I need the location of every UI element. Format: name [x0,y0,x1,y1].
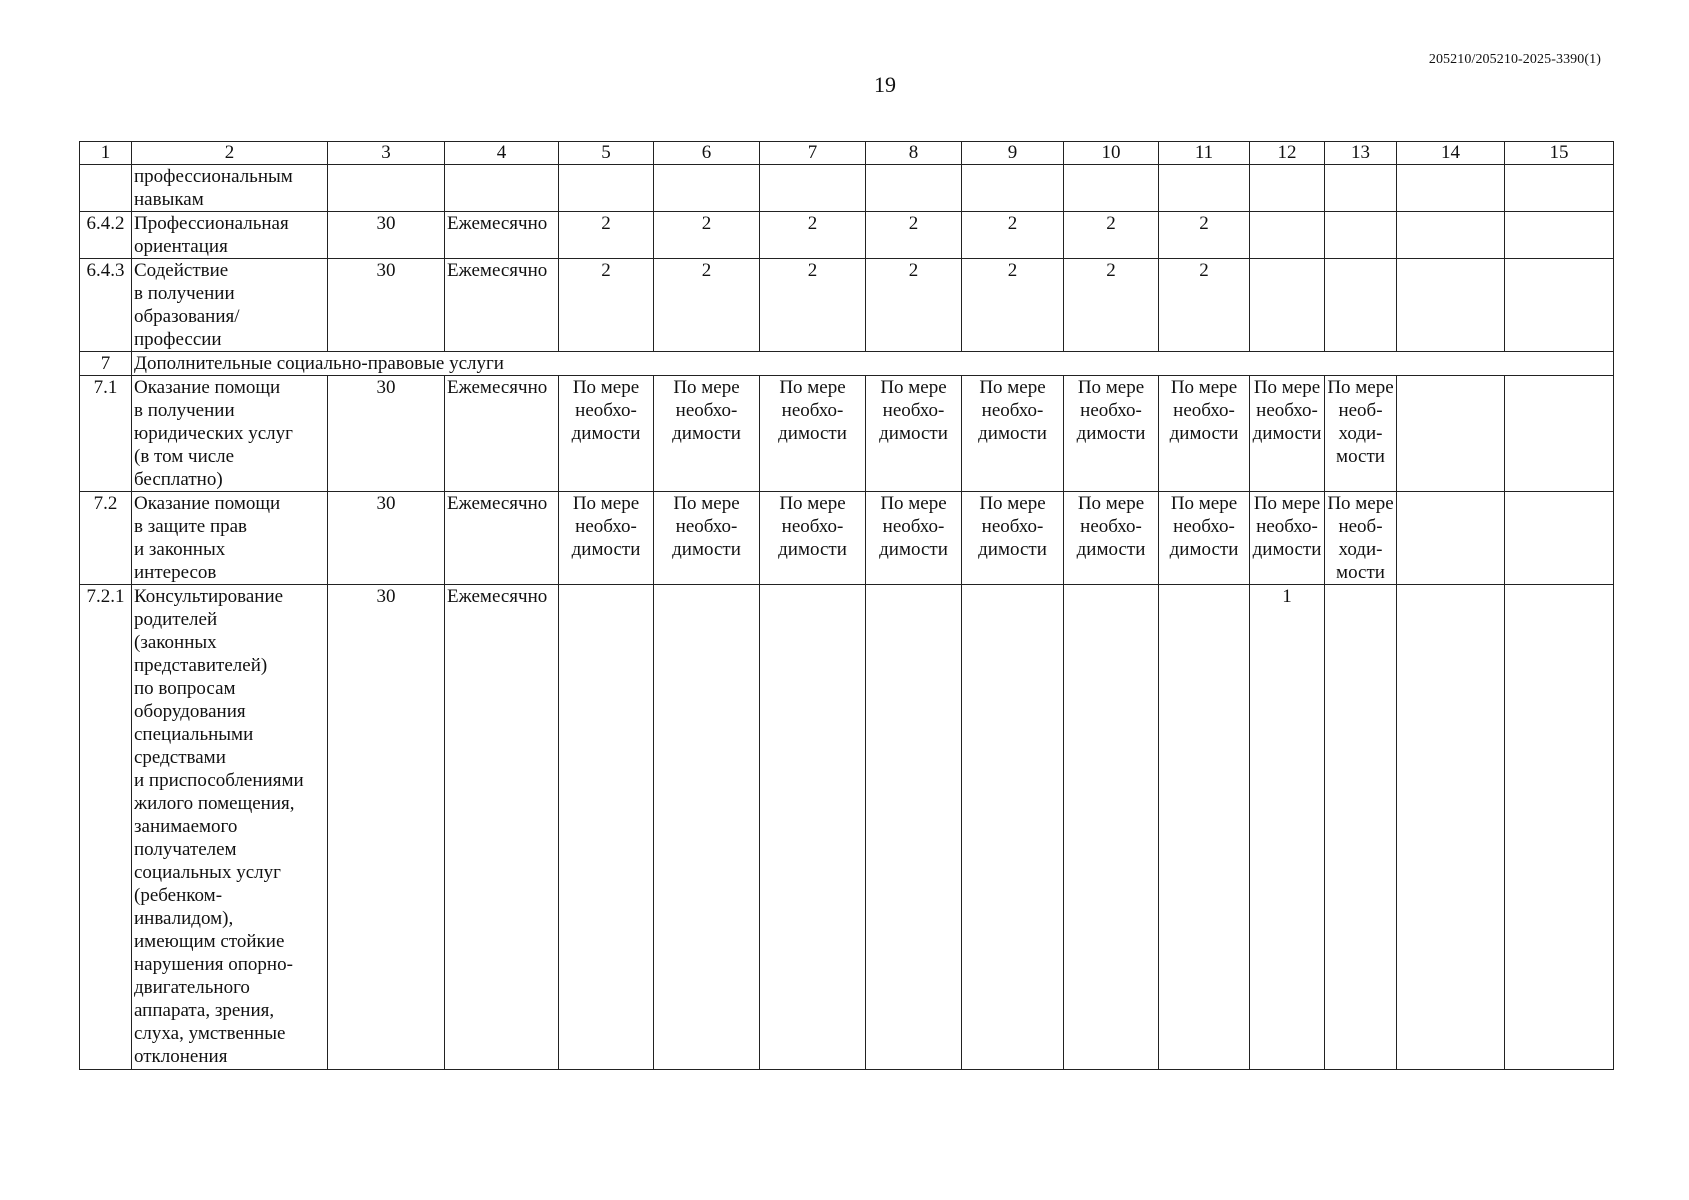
value-cell [1064,376,1159,492]
service-name [132,259,328,352]
value-cell: 2 [962,212,1064,259]
column-header: 6 [654,142,760,165]
value-cell [1064,165,1159,212]
row-code: 6.4.3 [80,259,132,352]
empty-cell [1505,259,1614,352]
service-name-text: Оказание помощи в защите прав и законных интересов [134,493,281,583]
period-cell: 30 [328,376,445,492]
value-cell [866,585,962,1070]
table-row [80,376,1614,492]
table-row [80,492,1614,585]
column-header: 10 [1064,142,1159,165]
value-text: По мере необхо- димости [978,377,1047,444]
value-cell: 2 [654,259,760,352]
value-cell: 2 [760,259,866,352]
service-name-text: Содействие в получении образования/ профессии [134,260,240,350]
value-cell: 2 [559,259,654,352]
empty-cell [1505,492,1614,585]
column-header: 15 [1505,142,1614,165]
value-text: По мере необхо- димости [1252,493,1322,560]
value-cell: 2 [654,212,760,259]
column-header: 12 [1250,142,1325,165]
table-row [80,585,1614,1070]
service-name [132,212,328,259]
value-text: По мере необхо- димости [1252,377,1322,444]
section-row [80,352,1614,376]
column-header: 8 [866,142,962,165]
column-header: 2 [132,142,328,165]
service-name-text: Консультирование родителей (законных представителей) по вопросам оборудования специальными средствами и приспособлениями жилого помещения, занимаемого получателем социальных услуг (ребенком- инвалидом), имеющим стойкие нарушения опорно- двигательного аппарата, зрения, слуха, умственные отклонения [134,586,304,1067]
value-cell [1064,585,1159,1070]
value-cell: 2 [866,259,962,352]
value-text: По мере необхо- димости [1076,493,1146,560]
row-code: 7.2.1 [80,585,132,1070]
value-text: По мере необ- ходи- мости [1327,377,1394,467]
value-cell [1325,165,1397,212]
value-cell [760,585,866,1070]
empty-cell [1397,212,1505,259]
value-cell [1325,376,1397,492]
value-text: По мере необ- ходи- мости [1327,493,1394,583]
value-cell [962,376,1064,492]
frequency-cell [445,165,559,212]
value-text: По мере необхо- димости [1076,377,1146,444]
value-text: По мере необхо- димости [571,493,641,560]
row-code: 7.2 [80,492,132,585]
value-cell [1159,492,1250,585]
column-header: 13 [1325,142,1397,165]
frequency-cell: Ежемесячно [445,259,559,352]
value-cell [654,585,760,1070]
frequency-cell: Ежемесячно [445,212,559,259]
value-cell [760,376,866,492]
column-number-row [80,142,1614,165]
value-text: По мере необхо- димости [778,377,847,444]
value-cell [1325,259,1397,352]
table-row [80,259,1614,352]
period-cell: 30 [328,585,445,1070]
empty-cell [1505,585,1614,1070]
value-text: По мере необхо- димости [778,493,847,560]
value-cell [866,492,962,585]
section-title: Дополнительные социально-правовые услуги [132,352,1614,376]
column-header: 7 [760,142,866,165]
empty-cell [1397,259,1505,352]
value-cell [1064,492,1159,585]
service-name [132,165,328,212]
value-text: По мере необхо- димости [879,493,948,560]
value-cell: 2 [559,212,654,259]
table-row [80,165,1614,212]
value-cell [654,165,760,212]
value-cell: 2 [760,212,866,259]
column-header: 14 [1397,142,1505,165]
value-cell [654,376,760,492]
value-cell [1325,585,1397,1070]
value-cell: 2 [962,259,1064,352]
value-text: По мере необхо- димости [672,377,741,444]
section-code: 7 [80,352,132,376]
value-cell [1250,165,1325,212]
page-number: 19 [874,72,896,97]
value-text: По мере необхо- димости [978,493,1047,560]
empty-cell [1397,585,1505,1070]
value-text: По мере необхо- димости [1169,493,1239,560]
value-text: По мере необхо- димости [672,493,741,560]
service-name [132,376,328,492]
period-cell: 30 [328,259,445,352]
value-text: По мере необхо- димости [879,377,948,444]
value-cell [1159,585,1250,1070]
value-cell [760,492,866,585]
value-cell: 1 [1250,585,1325,1070]
row-code [80,165,132,212]
empty-cell [1505,165,1614,212]
value-cell [1159,165,1250,212]
value-cell [760,165,866,212]
value-text: По мере необхо- димости [1169,377,1239,444]
value-cell: 2 [1064,212,1159,259]
services-table [79,141,1614,1070]
value-cell: 2 [866,212,962,259]
frequency-cell: Ежемесячно [445,376,559,492]
column-header: 5 [559,142,654,165]
column-header: 9 [962,142,1064,165]
period-cell: 30 [328,492,445,585]
document-id: 205210/205210-2025-3390(1) [1428,52,1601,67]
period-cell [328,165,445,212]
frequency-cell: Ежемесячно [445,585,559,1070]
value-cell [559,585,654,1070]
value-cell [1250,492,1325,585]
service-name-text: профессиональным навыкам [134,166,293,210]
value-cell [962,492,1064,585]
empty-cell [1505,376,1614,492]
value-text: По мере необхо- димости [571,377,641,444]
value-cell [866,376,962,492]
value-cell [559,376,654,492]
value-cell [866,165,962,212]
value-cell [1250,376,1325,492]
period-cell: 30 [328,212,445,259]
value-cell [1325,212,1397,259]
table-row [80,212,1614,259]
empty-cell [1505,212,1614,259]
service-name-text: Оказание помощи в получении юридических услуг (в том числе бесплатно) [134,377,293,490]
frequency-cell: Ежемесячно [445,492,559,585]
value-cell [559,165,654,212]
column-header: 4 [445,142,559,165]
value-cell: 2 [1159,259,1250,352]
column-header: 1 [80,142,132,165]
value-cell: 2 [1064,259,1159,352]
value-cell [1250,212,1325,259]
service-name [132,585,328,1070]
value-cell: 2 [1159,212,1250,259]
value-cell [559,492,654,585]
empty-cell [1397,165,1505,212]
empty-cell [1397,492,1505,585]
column-header: 11 [1159,142,1250,165]
value-cell [962,165,1064,212]
value-cell [654,492,760,585]
service-name-text: Профессиональная ориентация [134,213,289,257]
row-code: 6.4.2 [80,212,132,259]
service-name [132,492,328,585]
value-cell [1159,376,1250,492]
column-header: 3 [328,142,445,165]
value-cell [962,585,1064,1070]
row-code: 7.1 [80,376,132,492]
empty-cell [1397,376,1505,492]
value-cell [1325,492,1397,585]
value-cell [1250,259,1325,352]
